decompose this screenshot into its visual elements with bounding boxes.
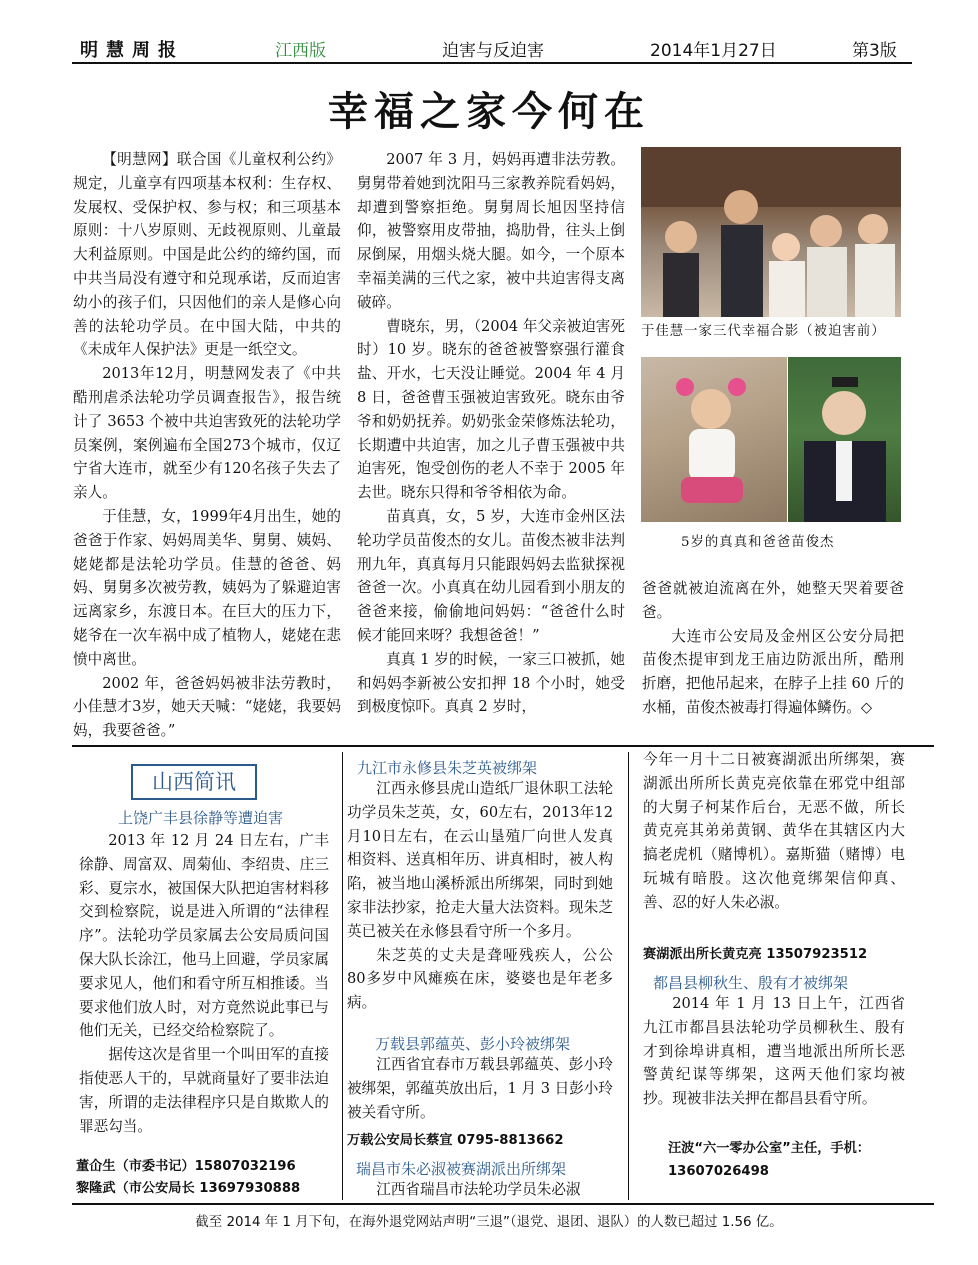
contact-line: 黎隆武（市公安局长 13697930888 [76, 1181, 301, 1196]
story-paragraph: 江西省瑞昌市法轮功学员朱必淑 [376, 1181, 581, 1198]
story-title: 九江市永修县朱芝英被绑架 [357, 759, 538, 777]
article-paragraph: 大连市公安局及金州区公安分局把苗俊杰提审到龙王庙边防派出所，酷刑折磨，把他吊起来，在脖子上挂 60 斤的水桶，苗俊杰被毒打得遍体鳞伤。◇ [642, 627, 904, 716]
story-paragraph: 今年一月十二日被赛湖派出所绑架，赛湖派出所所长黄克亮依靠在邪党中组部的大舅子柯某作后台，无恶不做，所长黄克亮其弟弟黄钢、黄华在其辖区内大搞老虎机（赌博机）。嘉斯猫（赌博）电玩城有暗股。这次他竟绑架信仰真、善、忍的好人朱必淑。 [643, 751, 905, 911]
story-body [643, 748, 905, 915]
story-title: 瑞昌市朱必淑被赛湖派出所绑架 [356, 1160, 567, 1178]
father-photo-icon [788, 357, 901, 522]
photo-caption: 于佳慧一家三代幸福合影（被迫害前） [641, 324, 886, 339]
article-column-2 [357, 148, 625, 719]
story-body [347, 1053, 613, 1124]
story-body [643, 992, 905, 1111]
article-column-3 [642, 577, 904, 720]
footer-note: 截至 2014 年 1 月下旬，在海外退党网站声明“三退”（退党、退团、退队）的人数已超过 1.56 亿。 [195, 1215, 783, 1230]
headline: 幸福之家今何在 [328, 88, 650, 135]
story-paragraph: 2013 年 12 月 24 日左右，广丰徐静、周富双、周菊仙、李绍贵、庄三彩、夏宗水，被国保大队把迫害材料移交到检察院，说是进入所谓的“法律程序”。法轮功学员家属去公安局质问国保大队长涂江，他马上回避，学员家属要求见人，他们和看守所互相推诿。当要求他们放人时，对方竟然说此事已与他们无关，已经交给检察院了。 [79, 832, 329, 1040]
contact-line: 汪波“六一零办公室”主任，手机：13607026498 [668, 1141, 870, 1179]
story-body [347, 1178, 613, 1202]
photo-caption: 5岁的真真和爸爸苗俊杰 [681, 535, 835, 550]
contact-line: 董仚生（市委书记）15807032196 [76, 1159, 296, 1174]
paper-name: 明慧周报 [80, 40, 184, 61]
footer-rule [72, 1203, 934, 1205]
story-paragraph: 据传这次是省里一个叫田军的直接指使恶人干的，早就商量好了要非法迫害，所谓的走法律程序只是自欺欺人的罪恶勾当。 [79, 1046, 329, 1135]
story-body [79, 829, 329, 1138]
brief-box-title: 山西简讯 [131, 764, 257, 800]
story-body [347, 777, 613, 1015]
story-title: 上饶广丰县徐静等遭迫害 [118, 809, 284, 827]
header-rule [72, 62, 912, 64]
story-title: 都昌县柳秋生、殷有才被绑架 [653, 974, 849, 992]
article-paragraph: 真真 1 岁的时候，一家三口被抓，她和妈妈李新被公安扣押 18 个小时，她受到极度惊吓。真真 2 岁时， [357, 650, 625, 716]
story-paragraph: 江西永修县虎山造纸厂退休职工法轮功学员朱芝英，女，60左右，2013年12月10日左右，在云山垦殖厂向世人发真相资料、送真相年历、讲真相时，被人构陷，被当地山溪桥派出所绑架，同时到她家非法抄家，抢走大量大法资料。现朱芝英已被关在永修县看守所一个多月。 [347, 780, 613, 940]
article-paragraph: 于佳慧，女，1999年4月出生，她的爸爸于作家、妈妈周美华、舅舅、姨妈、姥姥都是法轮功学员。佳慧的爸爸、妈妈、舅舅多次被劳教，姨妈为了躲避迫害远离家乡，东渡日本。在巨大的压力下，姥爷在一次车祸中成了植物人，姥姥在悲愤中离世。 [73, 507, 341, 668]
issue-date: 2014年1月27日 [650, 41, 777, 61]
article-paragraph: 2013年12月，明慧网发表了《中共酷刑虐杀法轮功学员调查报告》，报告统计了 3653 个被中共迫害致死的法轮功学员案例，案例遍布全国273个城市，仅辽宁省大连市，就至少有120名孩子失去了亲人。 [73, 365, 341, 502]
article-paragraph: 【明慧网】联合国《儿童权利公约》规定，儿童享有四项基本权利：生存权、发展权、受保护权、参与权；和三项基本原则：十八岁原则、无歧视原则、儿童最大利益原则。中国是此公约的缔约国，而中共当局没有遵守和兑现承诺，反而迫害幼小的孩子们，只因他们的亲人是修心向善的法轮功学员。在中国大陆，中共的《未成年人保护法》更是一纸空文。 [73, 151, 341, 359]
edition-label: 江西版 [275, 41, 326, 61]
family-photo-icon [641, 147, 901, 317]
section-divider [72, 745, 934, 747]
story-paragraph: 朱芝英的丈夫是聋哑残疾人，公公80多岁中风瘫痪在床，婆婆也是年老多病。 [347, 946, 613, 1012]
article-paragraph: 2002 年，爸爸妈妈被非法劳教时，小佳慧才3岁，她天天喊：“姥姥，我要妈妈，我要爸爸。” [73, 674, 341, 740]
story-title: 万载县郭蕴英、彭小玲被绑架 [375, 1035, 571, 1053]
article-paragraph: 苗真真，女，5 岁，大连市金州区法轮功学员苗俊杰的女儿。苗俊杰被非法判刑九年，真真每月只能跟妈妈去监狱探视爸爸一次。小真真在幼儿园看到小朋友的爸爸来接，偷偷地问妈妈：“爸爸什么时候才能回来呀？我想爸爸！” [357, 507, 625, 644]
column-divider [342, 752, 343, 1200]
article-paragraph: 2007 年 3 月，妈妈再遭非法劳教。舅舅带着她到沈阳马三家教养院看妈妈，却遭到警察拒绝。舅舅周长旭因坚持信仰，被警察用皮带抽，捣肋骨，往头上倒尿倒屎，用烟头烧大腿。如今，一个原本幸福美满的三代之家，被中共迫害得支离破碎。 [357, 151, 625, 311]
contact-line: 万载公安局长蔡宣 0795-8813662 [347, 1133, 564, 1148]
article-paragraph: 曹晓东，男，（2004 年父亲被迫害死时）10 岁。晓东的爸爸被警察强行灌食盐、开水，七天没让睡觉。2004 年 4 月 8 日，爸爸曹玉强被迫害致死。晓东由爷爷和奶奶抚养。奶奶张金荣修炼法轮功，长期遭中共迫害，加之儿子曹玉强被中共迫害死，饱受创伤的老人不幸于 2005 年去世。晓东只得和爷爷相依为命。 [357, 317, 625, 502]
girl-photo-icon [641, 357, 787, 522]
story-paragraph: 2014 年 1 月 13 日上午，江西省九江市都昌县法轮功学员柳秋生、殷有才到徐埠讲真相，遭当地派出所所长恶警黄纪谋等绑架，这两天他们家均被抄。现被非法关押在都昌县看守所。 [643, 995, 905, 1108]
page-number: 第3版 [852, 41, 897, 61]
section-title: 迫害与反迫害 [442, 41, 544, 61]
article-paragraph: 爸爸就被迫流离在外，她整天哭着要爸爸。 [642, 580, 904, 621]
story-paragraph: 江西省宜春市万载县郭蕴英、彭小玲被绑架，郭蕴英放出后，1 月 3 日彭小玲被关看守所。 [347, 1056, 613, 1121]
article-column-1 [73, 148, 341, 743]
contact-line: 赛湖派出所长黄克亮 13507923512 [643, 947, 868, 962]
column-divider [628, 752, 629, 1200]
